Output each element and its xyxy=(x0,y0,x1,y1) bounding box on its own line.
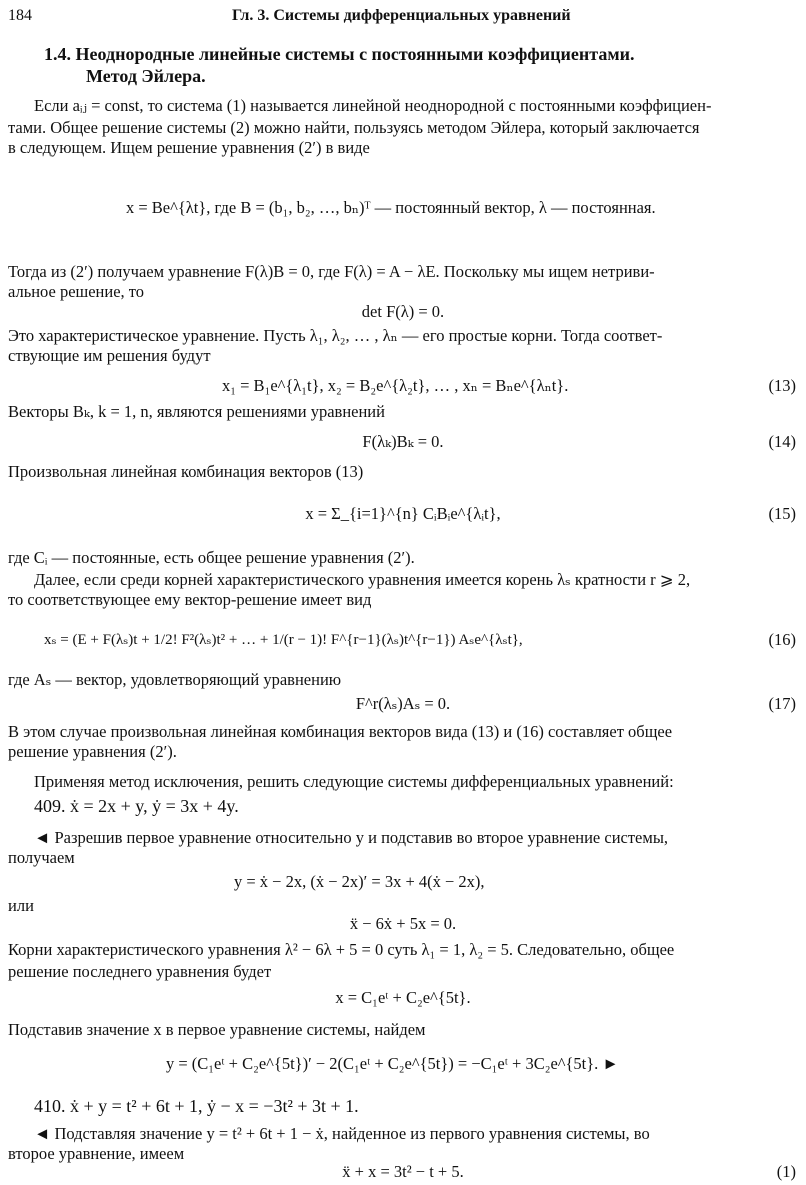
equation-16: xₛ = (E + F(λₛ)t + 1/2! F²(λₛ)t² + … + 1/(r − 1)! F^{r−1}(λₛ)t^{r−1}) Aₛe^{λₛt}, xyxy=(44,632,523,648)
problem-409: 409. ẋ = 2x + y, ẏ = 3x + 4y. xyxy=(34,796,239,816)
paragraph-line: Корни характеристического уравнения λ² − 6λ + 5 = 0 суть λ₁ = 1, λ₂ = 5. Следовательно, общее xyxy=(8,940,675,959)
equation-number: (13) xyxy=(768,376,796,395)
paragraph-line: Если aᵢⱼ = const, то система (1) называется линейной неоднородной с постоянными коэффициен- xyxy=(34,96,712,115)
equation-vector: x = Be^{λt}, где B = (b₁, b₂, …, bₙ)ᵀ — постоянный вектор, λ — постоянная. xyxy=(126,198,656,217)
paragraph-line: Применяя метод исключения, решить следующие системы дифференциальных уравнений: xyxy=(34,772,674,791)
equation: x = C₁eᵗ + C₂e^{5t}. xyxy=(335,988,471,1007)
section-title-line2: Метод Эйлера. xyxy=(86,66,206,86)
running-title: Гл. 3. Системы дифференциальных уравнений xyxy=(232,7,571,24)
paragraph-line: получаем xyxy=(8,848,75,867)
paragraph-line: то соответствующее ему вектор-решение имеет вид xyxy=(8,590,372,609)
equation-14: F(λₖ)Bₖ = 0. xyxy=(362,432,444,451)
equation: y = (C₁eᵗ + C₂e^{5t})′ − 2(C₁eᵗ + C₂e^{5t}) = −C₁eᵗ + 3C₂e^{5t}. ► xyxy=(166,1054,619,1073)
paragraph-line: альное решение, то xyxy=(8,282,145,301)
equation-number: (16) xyxy=(768,630,796,649)
paragraph-line: ◄ Разрешив первое уравнение относительно y и подставив во второе уравнение системы, xyxy=(34,828,669,847)
paragraph-line: ◄ Подставляя значение y = t² + 6t + 1 − ẋ, найденное из первого уравнения системы, во xyxy=(34,1124,650,1143)
paragraph-line: Это характеристическое уравнение. Пусть λ₁, λ₂, … , λₙ — его простые корни. Тогда соответ- xyxy=(8,326,663,345)
paragraph-line: где Cᵢ — постоянные, есть общее решение уравнения (2′). xyxy=(8,548,415,567)
paragraph-line: в следующем. Ищем решение уравнения (2′) в виде xyxy=(8,138,370,157)
paragraph-line: Далее, если среди корней характеристического уравнения имеется корень λₛ кратности r ⩾ 2, xyxy=(34,570,691,589)
equation-number: (15) xyxy=(768,504,796,523)
equation: y = ẋ − 2x, (ẋ − 2x)′ = 3x + 4(ẋ − 2x), xyxy=(234,872,485,891)
equation-number: (1) xyxy=(776,1162,796,1181)
paragraph-line: тами. Общее решение системы (2) можно найти, пользуясь методом Эйлера, который заключается xyxy=(8,118,700,137)
equation-15: x = Σ_{i=1}^{n} CᵢBᵢe^{λᵢt}, xyxy=(305,504,501,523)
equation-13: x₁ = B₁e^{λ₁t}, x₂ = B₂e^{λ₂t}, … , xₙ = Bₙe^{λₙt}. xyxy=(222,376,569,395)
page-number: 184 xyxy=(8,7,32,24)
section-title: 1.4. Неоднородные линейные системы с постоянными коэффициентами. xyxy=(44,44,635,64)
equation-det: det F(λ) = 0. xyxy=(361,302,445,321)
paragraph-line: ствующие им решения будут xyxy=(8,346,211,365)
equation: ẍ + x = 3t² − t + 5. xyxy=(342,1162,464,1181)
problem-410: 410. ẋ + y = t² + 6t + 1, ẏ − x = −3t² + 3t + 1. xyxy=(34,1096,359,1116)
paragraph-line: Произвольная линейная комбинация векторов (13) xyxy=(8,462,364,481)
paragraph-line: решение уравнения (2′). xyxy=(8,742,177,761)
paragraph-line: где Aₛ — вектор, удовлетворяющий уравнению xyxy=(8,670,342,689)
paragraph-line: В этом случае произвольная линейная комбинация векторов вида (13) и (16) составляет общее xyxy=(8,722,673,741)
paragraph-line: Подставив значение x в первое уравнение системы, найдем xyxy=(8,1020,426,1039)
paragraph-line: второе уравнение, имеем xyxy=(8,1144,185,1163)
paragraph-line: Тогда из (2′) получаем уравнение F(λ)B = 0, где F(λ) = A − λE. Поскольку мы ищем нетриви- xyxy=(8,262,655,281)
equation: ẍ − 6ẋ + 5x = 0. xyxy=(349,914,457,933)
equation-17: F^r(λₛ)Aₛ = 0. xyxy=(355,694,451,713)
paragraph-line: решение последнего уравнения будет xyxy=(8,962,272,981)
paragraph-line: или xyxy=(8,896,34,915)
equation-number: (14) xyxy=(768,432,796,451)
equation-number: (17) xyxy=(768,694,796,713)
paragraph-line: Векторы Bₖ, k = 1, n, являются решениями уравнений xyxy=(8,402,385,421)
